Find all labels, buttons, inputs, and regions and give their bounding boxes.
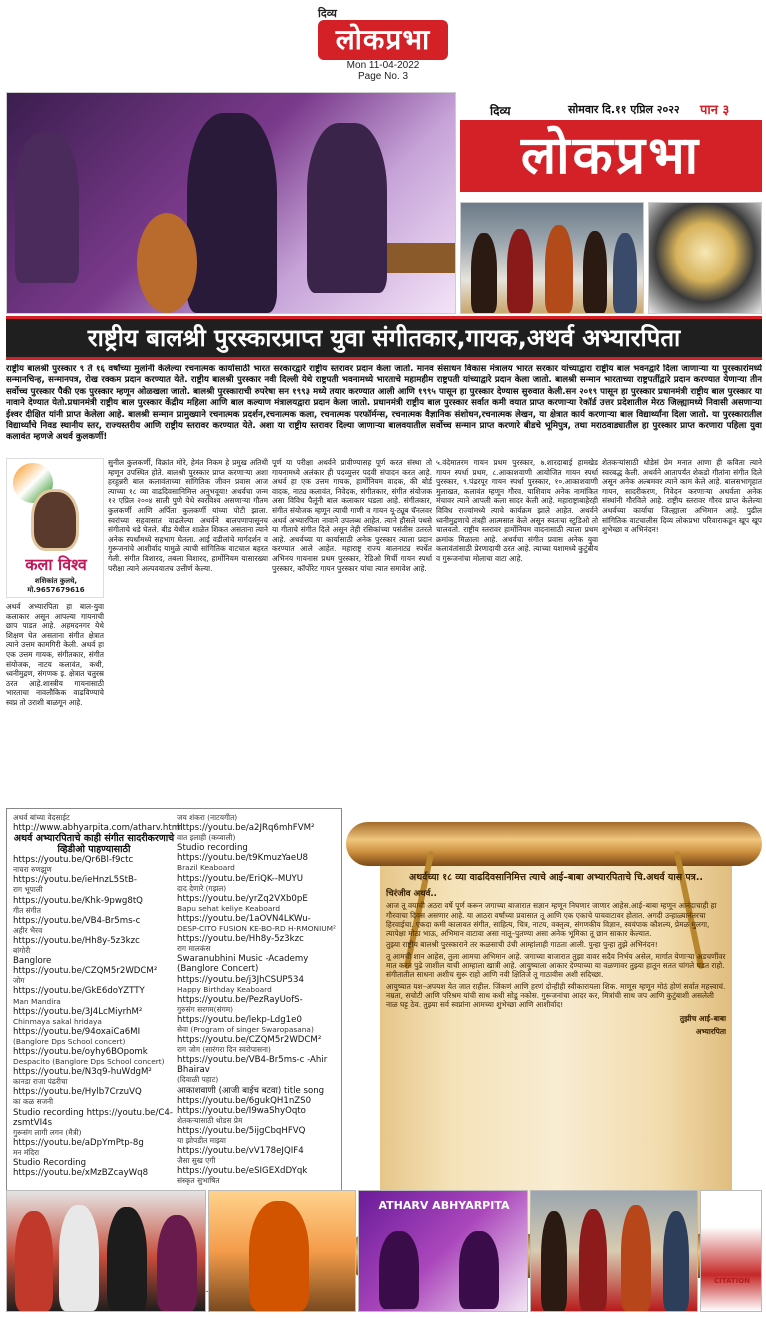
award-event-photo (460, 202, 644, 314)
photo-person (59, 1205, 99, 1311)
video-label: Man Mandira (13, 996, 61, 1006)
video-link[interactable]: https://youtu.be/VB4-Br5ms-c (13, 915, 141, 926)
video-label: जय शंकरा (नाटयगीत) (177, 813, 238, 822)
video-link[interactable]: https://youtu.be/vV178eJQIF4 (177, 1146, 304, 1157)
article-headline: राष्ट्रीय बालश्री पुरस्कारप्राप्त युवा संगीतकार,गायक,अथर्व अभ्यारपिता (87, 324, 681, 352)
poster-person (459, 1231, 499, 1309)
website-intro: अथर्व बांच्या वेदसाईट (13, 813, 70, 822)
tanpura-graphic (137, 213, 197, 313)
event-person (583, 231, 607, 313)
letter-paragraph: आयुष्यात यश–अपयश येत जात राहील. जिंकणं आणि हरणं दोन्हीही स्वीकारायला शिक. माणूस म्हणून मोठं होणं सर्वात महत्त्वाचं. नम्रता, सचोटी आणि परिश्रम यांची साथ कधी सोडू नकोस. गुरूजनांचा आदर कर, मित्रांची साथ जप आणि कुटुंबाशी असलेली नाळ घट्ट ठेव. तुझ्या सर्व स्वप्नांना आमच्या शुभेच्छा आणि आशीर्वाद! (386, 981, 726, 1010)
video-label: Happy Birthday Keaboard (177, 984, 272, 994)
video-link[interactable]: https://youtu.be/VB4-Br5ms-c -Ahir Bhairav (177, 1055, 328, 1076)
video-label: शेतकऱ्यासाठी थोडस प्रेम (177, 1115, 243, 1125)
letter-signature: तुझीच आई–बाबा (679, 1013, 726, 1023)
article-column-2: सुनील कुलकर्णी, विक्रांत मोरे, हेमंत निकम हे प्रमुख अतिथी म्हणून उपस्थित होते. बालश्री पुरस्कार प्राप्त करणाऱ्या अशा हरहुन्नरी बाल कलावंताच्या सांगितिक जीवन प्रवास आज त्याच्या १८ व्या वाढदिवसानिमित्त अनुभवूया! अथर्वचा जन्म १२ एप्रिल २००४ साली पुणे येथे स्वरविश्व असणाऱ्या गौतम कुलकर्णी आणि अर्पिता कुलकर्णी यांच्या पोटी झाला. स्वरांच्या सहवासात वाढलेल्या अथर्वने बालपणापासूनच संगीताचे धडे घेतले. बीड येथील शाळेत शिकत असताना त्याने अनेक स्पर्धांमध्ये सहभाग घेतला. आई वडीलांचे मार्गदर्शन व गुरूजनांचे आशीर्वाद यामुळे त्याची सांगितिक वाटचाल बहरत गेली. संगीत विशारद, तबला विशारद, हार्मोनियम यासारख्या परीक्षा त्याने अल्पवयातच उत्तीर्ण केल्या. (108, 458, 268, 573)
letter-paragraph: तुझ्या राष्ट्रीय बालश्री पुरस्काराने तर कळसाची उंची आम्हांलाही गाठता आली. पुन्हा पुन्हा तुझे अभिनंदन! (386, 940, 658, 950)
masthead-brand (460, 92, 762, 197)
photo-person (579, 1209, 607, 1311)
video-link[interactable]: https://youtu.be/3J4LcMiyrhM² (13, 1006, 143, 1017)
video-label: जोग (13, 976, 25, 986)
video-link[interactable]: आकाशवाणी (आजी बाईच बटवा) title song (177, 1085, 325, 1096)
video-link[interactable]: Banglore https://youtu.be/CZQM5r2WDCM² (13, 956, 158, 977)
article-column-4: ५.वंदेमातरम गायन प्रथम पुरस्कार, ७.शारदाबाई हामखेड गायन स्पर्धा प्रथम, ८.आकाशवाणी आयोजित गायन स्पर्धा पुरस्कार, ९.पंढरपूर गायन स्पर्धा पुरस्कार, १०.आकाशवाणी मुलाखत, कलावंत म्हणून गौरव. याशिवाय अनेक नामांकित मंचावर त्याने आपली कला सादर केली आहे. महाराष्ट्राबाहेरही विविध राज्यांमध्ये त्याचे कार्यक्रम झाले आहेत. अथर्वने ध्वनीमुद्रणाचे तंत्रही आत्मसात केले असून स्वतःचा स्टुडिओ तो चालवतो. राष्ट्रीय स्तरावर हार्मोनियम वादनासाठी त्याला प्रथम क्रमांक मिळाला आहे. अथर्वचा संगीत प्रवास अनेक युवा कलावंतांसाठी प्रेरणादायी ठरत आहे. त्याच्या यशामध्ये कुटुंबीय व गुरूजनांचा मोलाचा वाटा आहे. (436, 458, 598, 563)
video-link[interactable]: https://youtu.be/6gukQH1nZS0 (177, 1095, 312, 1106)
masthead-date: सोमवार दि.११ एप्रिल २०२२ (568, 103, 680, 116)
video-link[interactable]: https://youtu.be/lekp-Ldg1e0 (177, 1014, 302, 1025)
event-person (471, 233, 497, 313)
photo-person (541, 1211, 567, 1311)
video-link[interactable]: https://youtu.be/CZQM5r2WDCM² (177, 1035, 322, 1046)
video-label: दाद देणारे (गझल) (177, 883, 227, 893)
letter-paragraph: तू आमची शान आहेस, तुला आमचा अभिमान आहे. जगाच्या बाजारात तुझा वावर सदैव निर्भय असेल, मार्गात येणाऱ्या अडचणींवर मात करत पुढे जाशील याची आम्हाला खात्री आहे. आयुष्याला आकार देण्याच्या या वळणावर तुझ्या हातून सतत चांगले घडत राहो. संगीतातील साधना अशीच सुरू राहो आणि नवी क्षितिजे तू गाठावीस अशी सदिच्छा. (386, 951, 726, 980)
video-label: राग जोग (सारंगरा दिन स्वरोपासना) (177, 1045, 271, 1055)
article-column-3: पूर्ण या परीक्षा अथर्वने प्रावीण्यासह पूर्ण करत संस्था तो गायनामध्ये अलंकार ही पदव्युत्तर पदवी संपादन करत आहे. अथर्व हा एक उत्तम गायक, हार्मोनियम वादक, की बोर्ड वादक, नाट्य कलावंत, निवेदक, संगीतकार, संगीत संयोजक असा विविध पैलूंनी बाल कलाकार घडला आहे. संगीतकार, संगीत संयोजक म्हणून त्याची गाणी व गायन यू-ट्यूब चॅनलवर अथर्व अभ्यारपिता नावाने उपलब्ध आहेत. त्याने हौसले पथसे या गीताचे संगीत दिले असून तेही रसिकांच्या पसंतीस उतरले आहे. अथर्वच्या या कार्यासाठी अनेक पुरस्कार त्याला प्रदान करण्यात आले आहेत. महाराष्ट्र राज्य बालनाट्य स्पर्धेत अभिनय गायनास प्रथम पुरस्कार, रेडिओ मिर्ची गायन स्पर्धा पुरस्कार, कॉर्पोरेट गायन पुरस्कार यांचा त्यात समावेश आहे. (272, 458, 432, 573)
video-label: बांगोरी (13, 946, 31, 956)
trophy-photo (648, 202, 762, 314)
header-dateline (0, 60, 766, 82)
video-link[interactable]: https://youtu.be/j3JhCSUP534 (177, 974, 304, 985)
citation-label: CITATION (713, 1277, 751, 1285)
video-label: Despacito (Banglore Dps School concert) (13, 1057, 165, 1067)
article-column-5: शेतकऱ्यांसाठी थोडेसं प्रेम मनात आणा ही कविता त्याने स्वरबद्ध केली. अथर्वने आतापर्यंत शेकडो गीतांना संगीत दिले असून अनेक अल्बमवर त्याने काम केले आहे. बालसभागृहात गायन, सादरीकरण, निवेदन करणाऱ्या अथर्वला अनेक संस्थांनी गौरविले आहे. राष्ट्रीय स्तरावर गौरव प्राप्त केलेल्या अथर्वच्या कार्याचा जिल्ह्याला अभिमान आहे. पुढील सांगितिक वाटचालीस दिव्य लोकप्रभा परिवाराकडून खूप खूप शुभेच्छा व अभिनंदन! (602, 458, 762, 535)
family-photo (6, 1190, 206, 1312)
hero-figure-main (187, 113, 277, 313)
author-photo (31, 489, 79, 551)
video-link[interactable]: https://youtu.be/Qr6Bl-f9ctc (13, 855, 134, 866)
video-link[interactable]: https://youtu.be/ieHnzL5StB- (13, 875, 137, 886)
video-label: (दिवाळी पहाट) (177, 1075, 219, 1085)
poster-title: ATHARV ABHYARPITA (378, 1199, 510, 1212)
video-link[interactable]: https://youtu.be/yrZq2VXb0pE (177, 893, 308, 904)
header-date: Mon 11-04-2022 (346, 60, 420, 71)
video-label: गीत संगीत (13, 905, 41, 915)
video-label: गुरुसंग सरगम(संगम) (177, 1004, 234, 1014)
event-person (545, 225, 573, 313)
photo-person (157, 1215, 197, 1311)
harmonium-graphic (387, 243, 456, 273)
website-link[interactable]: http://www.abhyarpita.com/atharv.html (13, 823, 183, 834)
video-link[interactable]: https://youtu.be/PezRayUofS- (177, 994, 303, 1005)
links-column-left (13, 813, 183, 1179)
video-label: संस्कृत सुभाषित (177, 1176, 220, 1186)
links-column-right (177, 813, 339, 1186)
event-person (613, 233, 637, 313)
video-link[interactable]: https://youtu.be/Hylb7CrzuVQ (13, 1087, 142, 1098)
video-label: मन मंदिरा (13, 1147, 40, 1157)
stage-award-photo (530, 1190, 698, 1312)
video-label: Chinmaya sakal hridaya (13, 1016, 102, 1026)
video-link[interactable]: https://youtu.be/GkE6doYZTTY (13, 986, 145, 997)
hero-photo (6, 92, 456, 314)
video-link[interactable]: https://youtu.be/Khk-9pwg8tQ (13, 895, 143, 906)
letter-signature-name: अभ्यारपिता (695, 1026, 726, 1036)
header-logo: लोकप्रभा (318, 20, 448, 60)
page-header (0, 0, 766, 86)
video-link[interactable]: https://youtu.be/Hh8y-5z3kzc (177, 934, 304, 945)
video-label: राग मालकंस (177, 944, 211, 954)
video-link[interactable]: Studio recording https://youtu.be/t9KmuzYaeU8 (177, 843, 308, 864)
masthead (6, 92, 762, 314)
hero-figure-harmonium (307, 123, 387, 293)
video-link[interactable]: https://youtu.be/94oxaiCa6MI (13, 1026, 141, 1037)
video-link[interactable]: https://youtu.be/oyhy6BOpomk (13, 1046, 148, 1057)
photo-person (107, 1207, 147, 1311)
letter-paragraph: आज तू वयाची अठरा वर्षे पूर्ण करून जगाच्या बाजारात सज्ञान म्हणून निघणार जाणार आहेस.आई–बाबा म्हणून आनंदाचाही हा गौरवाचा दिवस असणार आहे. या आठरा वर्षांच्या प्रवासात तू आणि एक एकाचे पायवाटावर होतात. अगदी उन्हाळ्यानंतरचा हिरवाईचा. एकदा कमी कालावत संगीत, साहित्य, चित्र, नाटय, वक्तृत्व, संगणकीय विज्ञान, स्वयंपाक कौशल्य, प्रेमळ मुलगा, त्यापेक्षा मोठा भाऊ, अभिमान वाटावा असा नातू–पुतण्या असा अनेक भूमिका तू छान साकार केल्यात. (386, 901, 717, 939)
video-label: Bapu sehat keliye Keaboard (177, 903, 281, 913)
video-link[interactable]: https://youtu.be/a2JRq6mhFVM² (177, 823, 315, 834)
citation-photo (700, 1190, 762, 1312)
video-link[interactable]: https://youtu.be/Hh8y-5z3kzc (13, 935, 140, 946)
video-link[interactable]: Swaranubhini Music -Academy (Banglore Concert) (177, 954, 309, 975)
article-lead: राष्ट्रीय बालश्री पुरस्कार ९ ते १६ वर्षांच्या मुलांनी केलेल्या रचनात्मक कार्यासाठी भारत सरकारद्वारे राष्ट्रीय स्तरावर प्रदान केला जातो. मानव संसाधन विकास मंत्रालय भारत सरकार यांच्याद्वारा राष्ट्रीय बाल भवनद्वारे दिला जाणाऱ्या या पुरस्कारांमध्ये सन्मानचिन्ह, सन्मानपत्र, रोख रक्कम प्रदान करण्यात येते. राष्ट्रीय बालश्री पुरस्कार नवी दिल्ली येथे राष्ट्रपती भवनामध्ये भारताचे महामहीम राष्ट्रपती यांच्याद्वारे प्रदान केला जातो. बालश्री सन्मान भारताच्या राष्ट्रपतींद्वारे प्रदान करण्यात येणाऱ्या तीन सर्वोच्च पुरस्कार पैकी एक पुरस्कार म्हणून ओळखला जातो. बालश्री पुरस्काराची रुपरेषा सन १९९३ मध्ये तयार करण्यात आली आणि १९९५ पासून हा पुरस्कार देण्यास सुरुवात केली.सन २०१९ पासून हा पुरस्कार प्रधानमंत्री राष्ट्रीय बाल पुरस्कार या नावाने देण्यात येतो.प्रधानमंत्री राष्ट्रीय बाल पुरस्कार केंद्रीय महिला आणि बाल कल्याण मंत्रालयद्वारा प्रदान केला जातो. प्रधानमंत्री राष्ट्रीय बाल पुरस्कार सर्वात कमी वयात प्राप्त करणाऱ्या रेकॉर्ड उत्तर प्रदेशातील मेरठ जिल्ह्यामध्ये निवासी असणाऱ्या ईश्वर दीक्षित यांनी प्राप्त केलेला आहे. बालश्री सन्मान प्रामुख्याने रचनात्मक प्रदर्शन,रचनात्मक कला, रचनात्मक परफॉर्मन्स, रचनात्मक वैज्ञानिक संशोधन,रचनात्मक लेखन, या क्षेत्रात कार्य करणाऱ्या बाल विद्यार्थ्यांना दिला जातो. या पुरस्कारातील विद्यार्थ्यांचे निवड स्थानीय स्तर, राज्यस्तरीय आणि राष्ट्रीय स्तरावर करण्यात येते. अशा या राष्ट्रीय स्तरावर दिल्या जाणाऱ्या बालवयातील सर्वोच्च सन्मान प्राप्त करणारे बीडचे भूमिपुत्र, तथा मराठवाड्यातील हा पुरस्कार प्राप्त करणारा पहिला युवा कलावंत म्हणजे अथर्व कुलकर्णी! (6, 364, 762, 443)
header-brand-prefix: दिव्य (318, 7, 337, 20)
masthead-prefix: दिव्य (490, 104, 511, 118)
event-person (507, 229, 533, 313)
poster-person (379, 1231, 419, 1309)
video-label: Brazil Keaboard (177, 863, 235, 873)
video-label: अहीर भैरव (13, 925, 43, 935)
award-felicitation-photo (208, 1190, 356, 1312)
photo-person (621, 1205, 651, 1311)
video-label: राग भूपाली (13, 885, 43, 895)
photo-person (15, 1211, 53, 1311)
video-link[interactable]: https://youtu.be/5ijgCbqHFVQ (177, 1125, 306, 1136)
article-column-1: अथर्व अभ्यारपिता हा बाल-युवा कलाकार असून आपल्या गायनाची छाप पाडत आहे. अहमदनगर येथे शिक्षण घेत असताना संगीत क्षेत्रात त्याने उत्तम कामगिरी केली. अथर्व हा एक उत्तम गायक, संगीतकार, संगीत संयोजक, नाटय कलावंत, कथी, ध्वनीमुद्रण, संगणक इ. क्षेत्रात चतुरस्र ठरत आहे.शास्त्रीय गायनासाठी भारताचा नावलौकिक वाढविण्याचे स्वप्न तो उराशी बाळगून आहे. (6, 602, 104, 707)
masthead-page: पान ३ (700, 103, 730, 118)
photo-person (663, 1211, 689, 1311)
column-title: कला विश्व (25, 555, 87, 574)
column-author: शशिकांत कुलथे, मो.9657679616 (27, 577, 85, 594)
video-link[interactable]: Studio Recording https://youtu.be/xMzBZcayWq8 (13, 1158, 149, 1179)
photo-person (249, 1201, 309, 1311)
video-label: का कळ सजनी (13, 1097, 54, 1107)
letter-title: अथर्वच्या १८ व्या वाढदिवसानिमित्त त्याचे आई–बाबा अभ्यारपिताचे चि.अथर्व यास पत्र.. (409, 872, 703, 883)
video-link[interactable]: https://youtu.be/EriQK--MUYU (177, 873, 304, 884)
video-link[interactable]: https://youtu.be/I9waShyOqto (177, 1105, 306, 1116)
video-label: DESP-CITO FUSION KE-BO-RD H-RMONIUM² (177, 924, 336, 934)
links-heading: अथर्व अभ्यारपिताचे काही संगीत सादरीकरणाचे व्हिडीओ पाहण्यासाठी (13, 833, 175, 856)
video-label: सेवा (Program of singer Swaropasana) (177, 1024, 314, 1034)
video-label: (Banglore Dps School concert) (13, 1036, 126, 1046)
video-label: गुरूसंग लागी लगन (मैत्री) (13, 1127, 82, 1137)
photo-strip (6, 1190, 762, 1312)
video-link[interactable]: Studio recording https://youtu.be/C4-zsmtVI4s (13, 1107, 173, 1128)
video-label: वात इलाही (कव्वाली) (177, 833, 236, 843)
kala-vishwa-logo (6, 458, 104, 598)
video-link[interactable]: https://youtu.be/eSIGEXdDYqk (177, 1166, 308, 1177)
scroll-roll-top (346, 822, 762, 866)
letter-text (386, 862, 726, 1236)
header-page-number: Page No. 3 (357, 71, 409, 82)
masthead-logo: लोकप्रभा (460, 120, 762, 192)
video-label: नाचरा रुणझुण (13, 865, 52, 875)
video-label: या झोपडीत माझ्या (177, 1136, 226, 1145)
video-label: कानडा राजा पंढरीचा (13, 1077, 68, 1087)
headline-bar (6, 316, 762, 360)
hero-figure-tabla (15, 133, 79, 283)
letter-greeting: चिरंजीव अथर्व.. (386, 889, 437, 899)
video-label: जैसा सुख एगी (177, 1156, 216, 1166)
video-link[interactable]: https://youtu.be/1aOVN4LKWu- (177, 913, 311, 924)
concert-poster (358, 1190, 528, 1312)
header-brand (318, 6, 448, 64)
video-link[interactable]: https://youtu.be/N3q9-huWdgM² (13, 1067, 152, 1078)
video-link[interactable]: https://youtu.be/aDpYmPtp-8g (13, 1137, 144, 1148)
